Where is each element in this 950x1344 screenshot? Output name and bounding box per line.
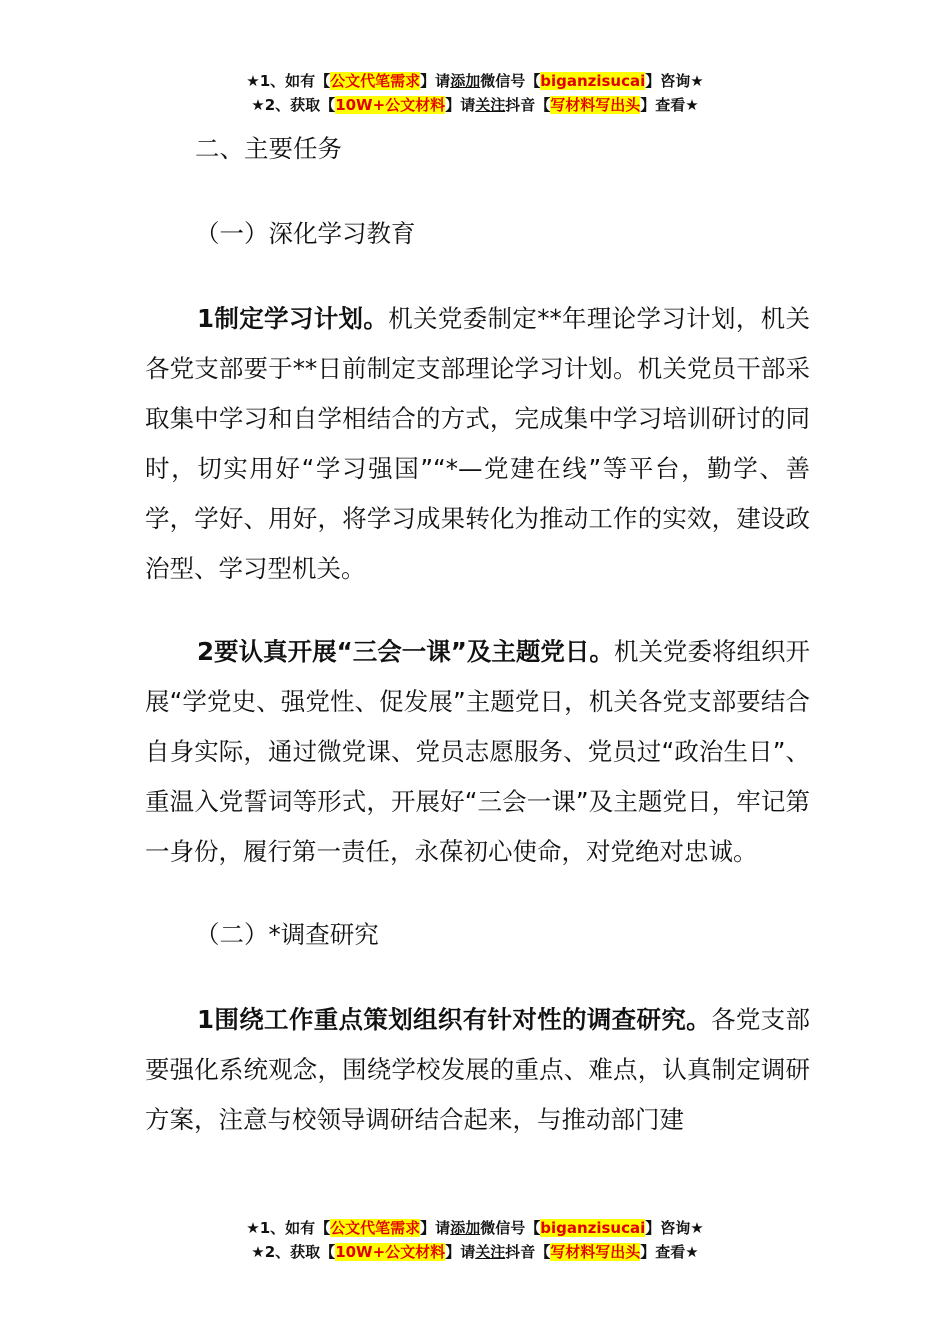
section-title: 二、主要任务 <box>195 134 342 163</box>
paragraph-2-lead: 2要认真开展“三会一课”及主题党日。 <box>197 637 614 666</box>
banner-highlight: biganzisucai <box>540 72 646 90</box>
banner-highlight: 写材料写出头 <box>550 1243 641 1261</box>
paragraph-1-lead: 1制定学习计划。 <box>197 304 389 333</box>
paragraph-1: 1制定学习计划。机关党委制定**年理论学习计划，机关各党支部要于**日前制定支部理论学习计划。机关党员干部采取集中学习和自学相结合的方式，完成集中学习培训研讨的同时，切实用好“学习强国”“*—党建在线”等平台，勤学、善学，学好、用好，将学习成果转化为推动工作的实效，建设政治型、学习型机关。 <box>145 304 811 583</box>
banner-highlight: 公文代笔需求 <box>330 72 421 90</box>
header-banner <box>0 69 950 117</box>
banner-line-2: ★2、获取【10W+公文材料】请关注抖音【写材料写出头】查看★ <box>251 1243 699 1261</box>
banner-highlight: biganzisucai <box>540 1219 646 1237</box>
paragraph-3-lead: 1围绕工作重点策划组织有针对性的调查研究。 <box>197 1005 712 1034</box>
banner-highlight: 公文代笔需求 <box>330 1219 421 1237</box>
banner-line-1: ★1、如有【公文代笔需求】请添加微信号【biganzisucai】咨询★ <box>246 72 704 90</box>
banner-highlight: 10W+公文材料 <box>335 96 446 114</box>
document-body <box>145 124 810 1145</box>
paragraph-2: 2要认真开展“三会一课”及主题党日。机关党委将组织开展“学党史、强党性、促发展”主题党日，机关各党支部要结合自身实际，通过微党课、党员志愿服务、党员过“政治生日”、重温入党誓词等形式，开展好“三会一课”及主题党日，牢记第一身份，履行第一责任，永葆初心使命，对党绝对忠诚。 <box>145 637 811 866</box>
banner-line-2: ★2、获取【10W+公文材料】请关注抖音【写材料写出头】查看★ <box>251 96 699 114</box>
banner-line-1: ★1、如有【公文代笔需求】请添加微信号【biganzisucai】咨询★ <box>246 1219 704 1237</box>
banner-highlight: 写材料写出头 <box>550 96 641 114</box>
paragraph-3: 1围绕工作重点策划组织有针对性的调查研究。各党支部要强化系统观念，围绕学校发展的重点、难点，认真制定调研方案，注意与校领导调研结合起来，与推动部门建 <box>145 1005 811 1134</box>
subsection-title-1: （一）深化学习教育 <box>195 219 416 248</box>
subsection-title-2: （二）*调查研究 <box>195 920 379 949</box>
footer-banner <box>0 1216 950 1264</box>
banner-highlight: 10W+公文材料 <box>335 1243 446 1261</box>
